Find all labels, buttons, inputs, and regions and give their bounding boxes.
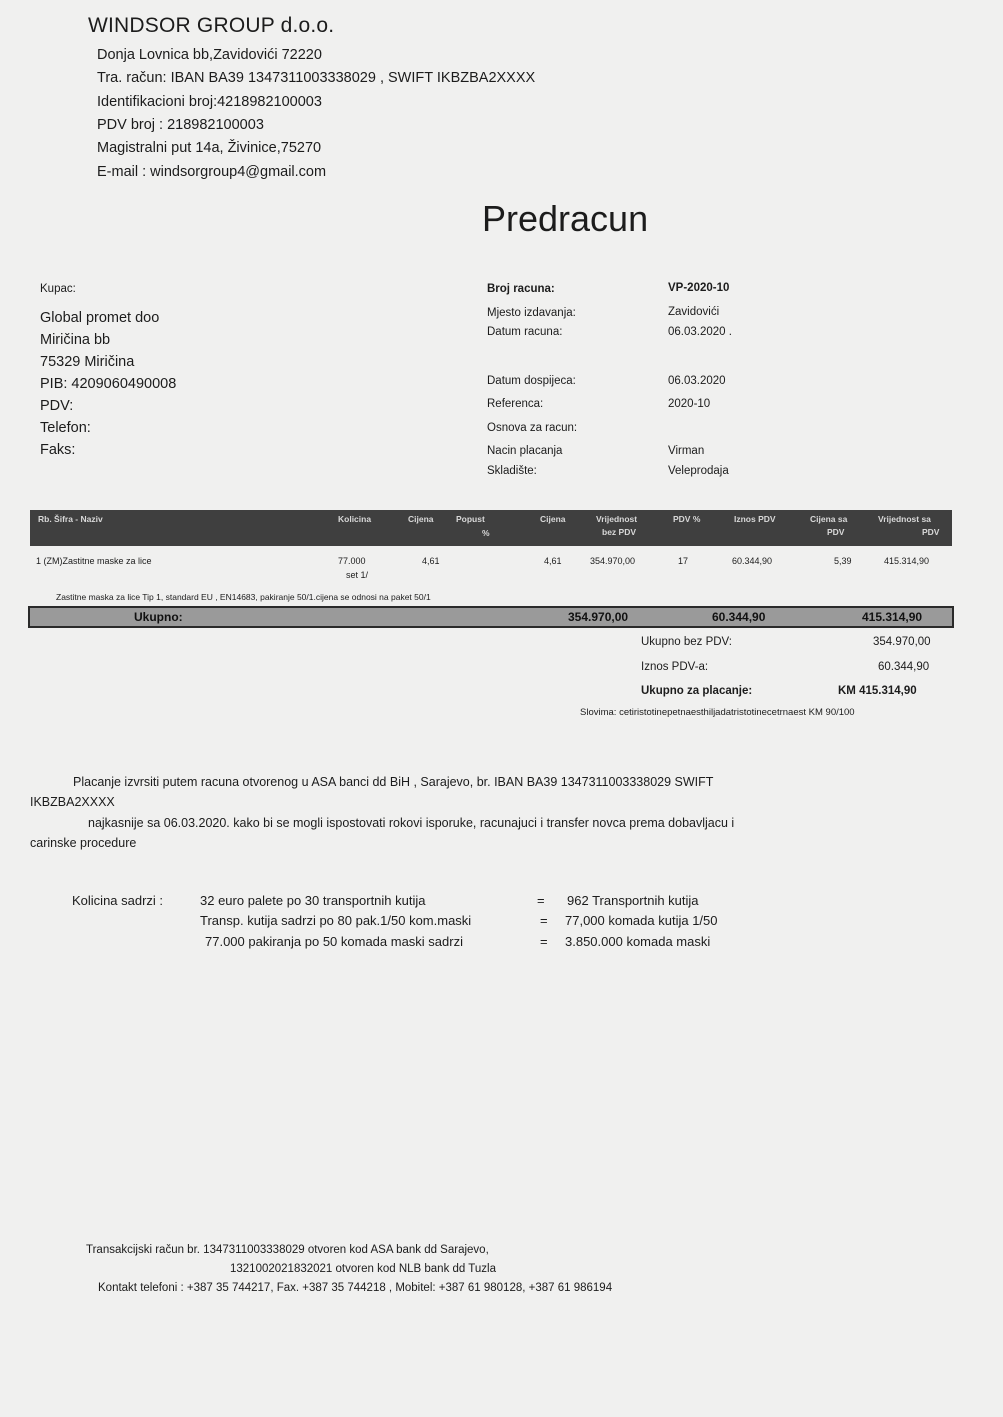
footer-bank-line-1: Transakcijski račun br. 1347311003338029 otvoren kod ASA bank dd Sarajevo, <box>86 1244 489 1256</box>
company-email: E-mail : windsorgroup4@gmail.com <box>97 164 327 180</box>
summary-vat-value: 60.344,90 <box>878 661 930 673</box>
payment-note-line-4: carinske procedure <box>30 836 137 850</box>
payment-note-line-1: Placanje izvrsiti putem racuna otvorenog u ASA banci dd BiH , Sarajevo, br. IBAN BA39 1347311003338029 SWIFT <box>73 775 714 789</box>
col-header-vat-amount: Iznos PDV <box>734 514 776 524</box>
buyer-name: Global promet doo <box>40 310 160 326</box>
meta-label-date: Datum racuna: <box>487 326 563 338</box>
meta-label-basis: Osnova za racun: <box>487 422 578 434</box>
meta-label-due: Datum dospijeca: <box>487 375 576 387</box>
meta-value-place: Zavidovići <box>668 306 720 318</box>
summary-vat-label: Iznos PDV-a: <box>641 661 709 673</box>
row-price-vat: 5,39 <box>834 556 852 566</box>
footer-contacts: Kontakt telefoni : +387 35 744217, Fax. +387 35 744218 , Mobitel: +387 61 980128, +387 61 986194 <box>98 1282 613 1294</box>
company-id-number: Identifikacioni broj:4218982100003 <box>97 94 322 110</box>
meta-label-place: Mjesto izdavanja: <box>487 307 576 319</box>
row-description: Zastitne maska za lice Tip 1, standard EU , EN14683, pakiranje 50/1.cijena se odnosi na paket 50/1 <box>56 592 431 602</box>
document-title: Predracun <box>482 198 649 239</box>
col-header-price-vat: Cijena sa <box>810 514 848 524</box>
col-header-qty: Kolicina <box>338 514 372 524</box>
totals-bar <box>28 606 954 628</box>
col-header-discount: Popust <box>456 514 485 524</box>
meta-value-date: 06.03.2020 . <box>668 326 732 338</box>
summary-total-label: Ukupno za placanje: <box>641 685 753 697</box>
meta-value-payment: Virman <box>668 445 705 457</box>
buyer-pdv: PDV: <box>40 398 74 414</box>
quantity-row-3-eq: = <box>540 934 548 949</box>
col-header-price: Cijena <box>408 514 434 524</box>
row-qty: 77.000 <box>338 556 366 566</box>
row-total: 415.314,90 <box>884 556 930 566</box>
quantity-row-3-left: 77.000 pakiranja po 50 komada maski sadrzi <box>205 934 463 949</box>
quantity-row-3-right: 3.850.000 komada maski <box>565 934 711 949</box>
col-header-total: Vrijednost sa <box>878 514 931 524</box>
col-header-total-sub: PDV <box>922 527 940 537</box>
quantity-row-2-eq: = <box>540 913 548 928</box>
quantity-label: Kolicina sadrzi : <box>72 893 164 908</box>
col-header-value: Vrijednost <box>596 514 638 524</box>
company-bank-account: Tra. račun: IBAN BA39 1347311003338029 , SWIFT IKBZBA2XXXX <box>97 70 536 86</box>
quantity-row-1-right: 962 Transportnih kutija <box>567 893 699 908</box>
row-name: 1 (ZM)Zastitne maske za lice <box>36 556 152 566</box>
quantity-row-1-eq: = <box>537 893 545 908</box>
totals-sum: 415.314,90 <box>862 610 923 624</box>
row-price: 4,61 <box>422 556 440 566</box>
buyer-city: 75329 Miričina <box>40 354 135 370</box>
invoice-number-value: VP-2020-10 <box>668 282 730 294</box>
company-second-address: Magistralni put 14a, Živinice,75270 <box>97 140 322 156</box>
col-header-value-sub: bez PDV <box>602 527 637 537</box>
row-vat-amount: 60.344,90 <box>732 556 773 566</box>
row-price-net: 4,61 <box>544 556 562 566</box>
payment-note-line-3: najkasnije sa 06.03.2020. kako bi se mogli ispostovati rokovi isporuke, racunajuci i transfer novca prema dobavljacu i <box>88 816 735 830</box>
summary-total-value: KM 415.314,90 <box>838 685 917 697</box>
buyer-pib: PIB: 4209060490008 <box>40 376 177 392</box>
col-header-discount-pct: % <box>482 528 490 538</box>
summary-net-value: 354.970,00 <box>873 636 931 648</box>
buyer-street: Miričina bb <box>40 332 111 348</box>
company-address: Donja Lovnica bb,Zavidovići 72220 <box>97 47 322 63</box>
meta-value-reference: 2020-10 <box>668 398 711 410</box>
amount-in-words: Slovima: cetiristotinepetnaesthiljadatristotinecetrnaest KM 90/100 <box>580 707 855 718</box>
meta-value-due: 06.03.2020 <box>668 375 726 387</box>
col-header-price-net: Cijena <box>540 514 566 524</box>
footer-bank-line-2: 1321002021832021 otvoren kod NLB bank dd Tuzla <box>230 1263 496 1275</box>
row-value: 354.970,00 <box>590 556 636 566</box>
buyer-phone: Telefon: <box>40 420 91 436</box>
company-name: WINDSOR GROUP d.o.o. <box>88 14 335 37</box>
quantity-row-2-left: Transp. kutija sadrzi po 80 pak.1/50 kom.maski <box>200 913 472 928</box>
row-vat: 17 <box>678 556 689 566</box>
summary-net-label: Ukupno bez PDV: <box>641 636 732 648</box>
meta-label-payment: Nacin placanja <box>487 445 563 457</box>
buyer-label: Kupac: <box>40 283 76 295</box>
meta-value-warehouse: Veleprodaja <box>668 465 729 477</box>
totals-label: Ukupno: <box>134 610 183 624</box>
payment-note-line-2: IKBZBA2XXXX <box>30 795 115 809</box>
col-header-vat: PDV % <box>673 514 701 524</box>
totals-value: 354.970,00 <box>568 610 629 624</box>
meta-label-reference: Referenca: <box>487 398 544 410</box>
invoice-number-label: Broj racuna: <box>487 283 555 295</box>
col-header-price-vat-sub: PDV <box>827 527 845 537</box>
quantity-row-1-left: 32 euro palete po 30 transportnih kutija <box>200 893 426 908</box>
buyer-fax: Faks: <box>40 442 76 458</box>
company-vat-number: PDV broj : 218982100003 <box>97 117 264 133</box>
items-table-header <box>30 510 952 546</box>
meta-label-warehouse: Skladište: <box>487 465 537 477</box>
row-unit: set 1/ <box>346 570 369 580</box>
totals-vat: 60.344,90 <box>712 610 766 624</box>
quantity-row-2-right: 77,000 komada kutija 1/50 <box>565 913 718 928</box>
col-header-name: Rb. Šifra - Naziv <box>38 514 103 524</box>
